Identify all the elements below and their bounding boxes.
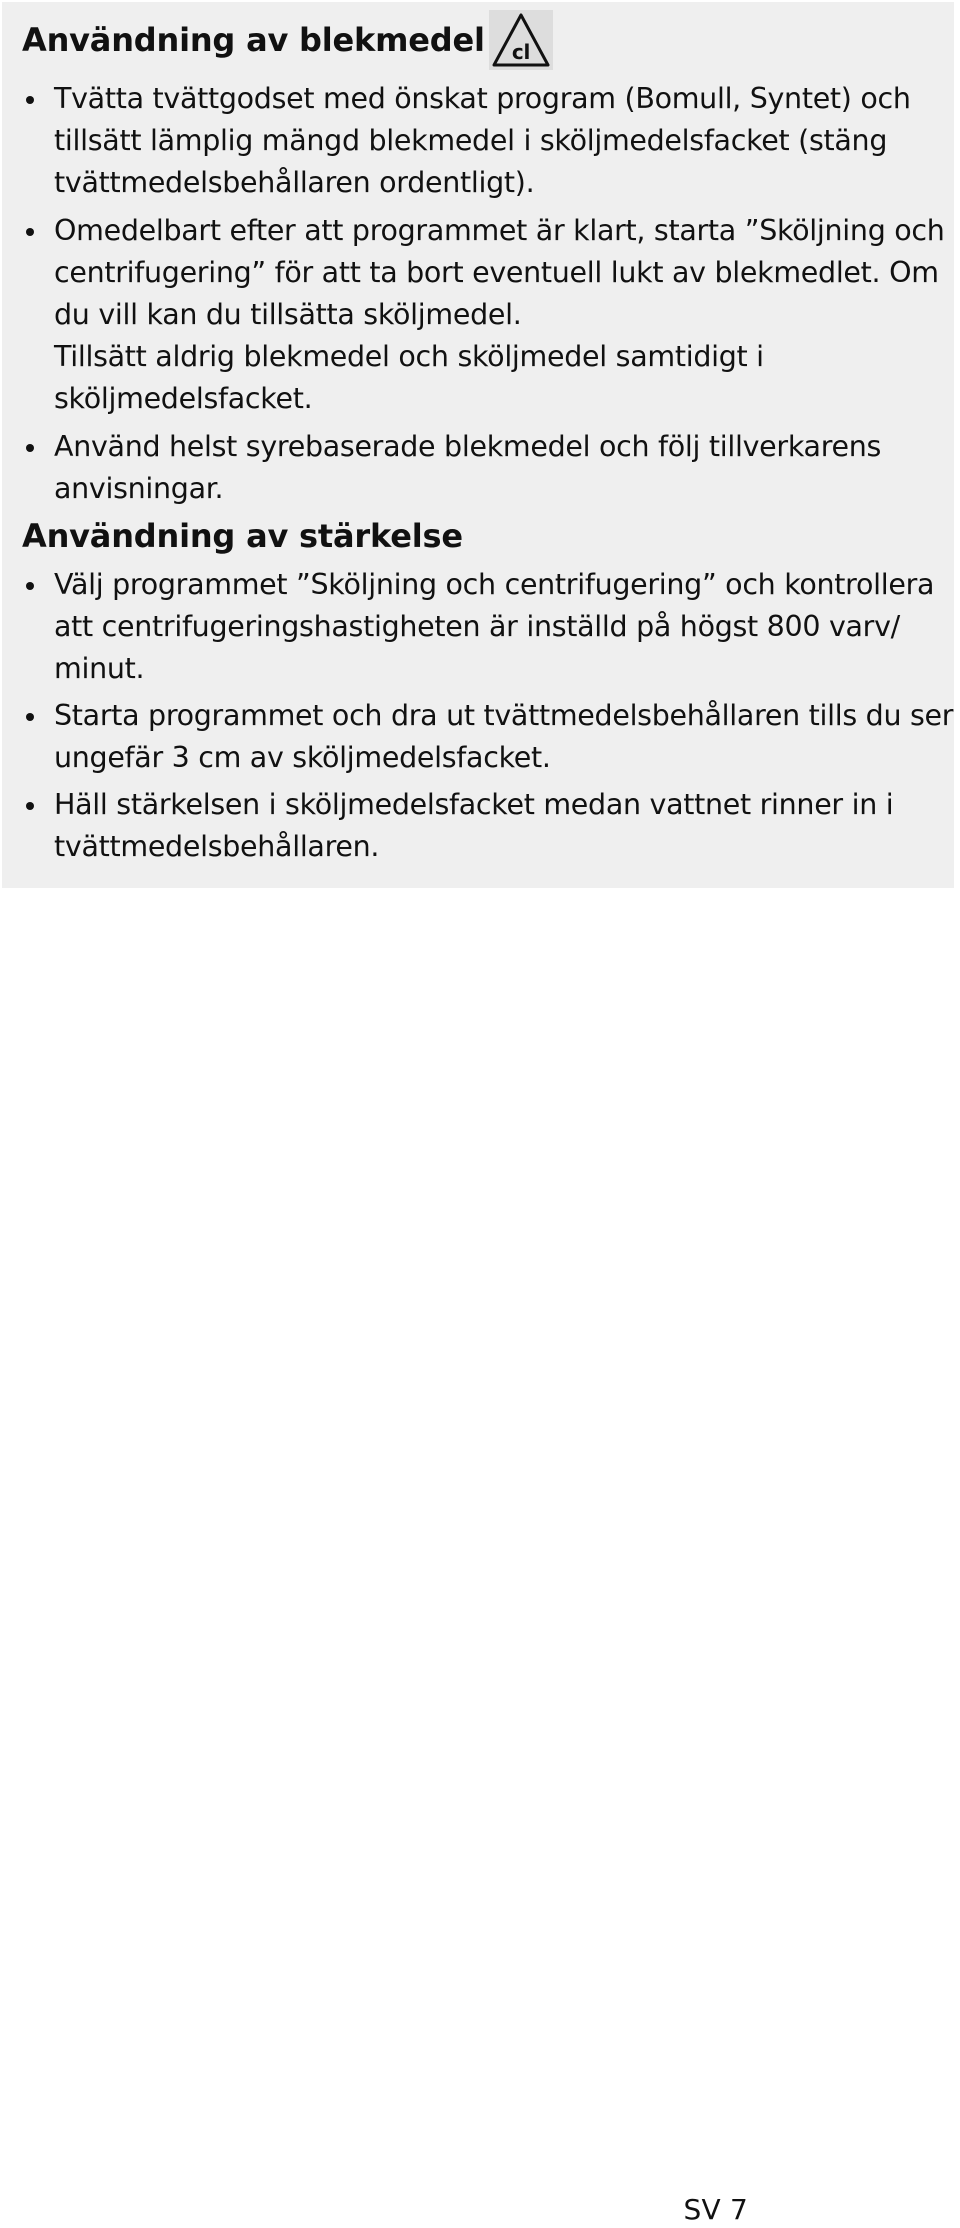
chlorine-bleach-icon [489, 10, 553, 70]
bullet-icon [26, 802, 34, 810]
section-heading-starch [22, 516, 934, 556]
instructions-panel [2, 2, 954, 888]
list-item-line: Tillsätt aldrig blekmedel och sköljmedel samtidigt i [54, 340, 764, 373]
list-item [22, 784, 934, 868]
page-number: SV 7 [683, 2193, 748, 2226]
list-item-line: tillsätt lämplig mängd blekmedel i sköljmedelsfacket (stäng [54, 124, 888, 157]
list-item-line: tvättmedelsbehållaren ordentligt). [54, 166, 535, 199]
list-item [22, 210, 945, 420]
list-item-line: Starta programmet och dra ut tvättmedelsbehållaren tills du ser [54, 699, 954, 732]
list-item-line: centrifugering” för att ta bort eventuell lukt av blekmedlet. Om [54, 256, 939, 289]
bleach-icon-label: cl [511, 40, 530, 64]
list-item-line: Välj programmet ”Sköljning och centrifugering” och kontrollera [54, 568, 935, 601]
list-item [22, 78, 934, 204]
list-item-line: tvättmedelsbehållaren. [54, 830, 380, 863]
starch-instructions-list [22, 564, 954, 868]
list-item-line: Tvätta tvättgodset med önskat program (Bomull, Syntet) och [54, 82, 911, 115]
bleach-instructions-list [22, 78, 945, 510]
list-item-line: du vill kan du tillsätta sköljmedel. [54, 298, 522, 331]
list-item-line: ungefär 3 cm av sköljmedelsfacket. [54, 741, 551, 774]
list-item-line: att centrifugeringshastigheten är inställd på högst 800 varv/ [54, 610, 900, 643]
list-item [22, 695, 954, 779]
list-item-line: minut. [54, 652, 145, 685]
bullet-icon [26, 228, 34, 236]
list-item-line: sköljmedelsfacket. [54, 382, 313, 415]
list-item-line: Omedelbart efter att programmet är klart, starta ”Sköljning och [54, 214, 945, 247]
list-item-line: Häll stärkelsen i sköljmedelsfacket medan vattnet rinner in i [54, 788, 894, 821]
list-item [22, 426, 934, 510]
list-item-line: Använd helst syrebaserade blekmedel och följ tillverkarens [54, 430, 882, 463]
bullet-icon [26, 582, 34, 590]
bullet-icon [26, 444, 34, 452]
section-title: Användning av stärkelse [22, 517, 463, 555]
section-title: Användning av blekmedel [22, 21, 485, 59]
list-item [22, 564, 934, 690]
bullet-icon [26, 713, 34, 721]
list-item-line: anvisningar. [54, 472, 224, 505]
section-heading-bleach [22, 10, 934, 70]
bullet-icon [26, 96, 34, 104]
